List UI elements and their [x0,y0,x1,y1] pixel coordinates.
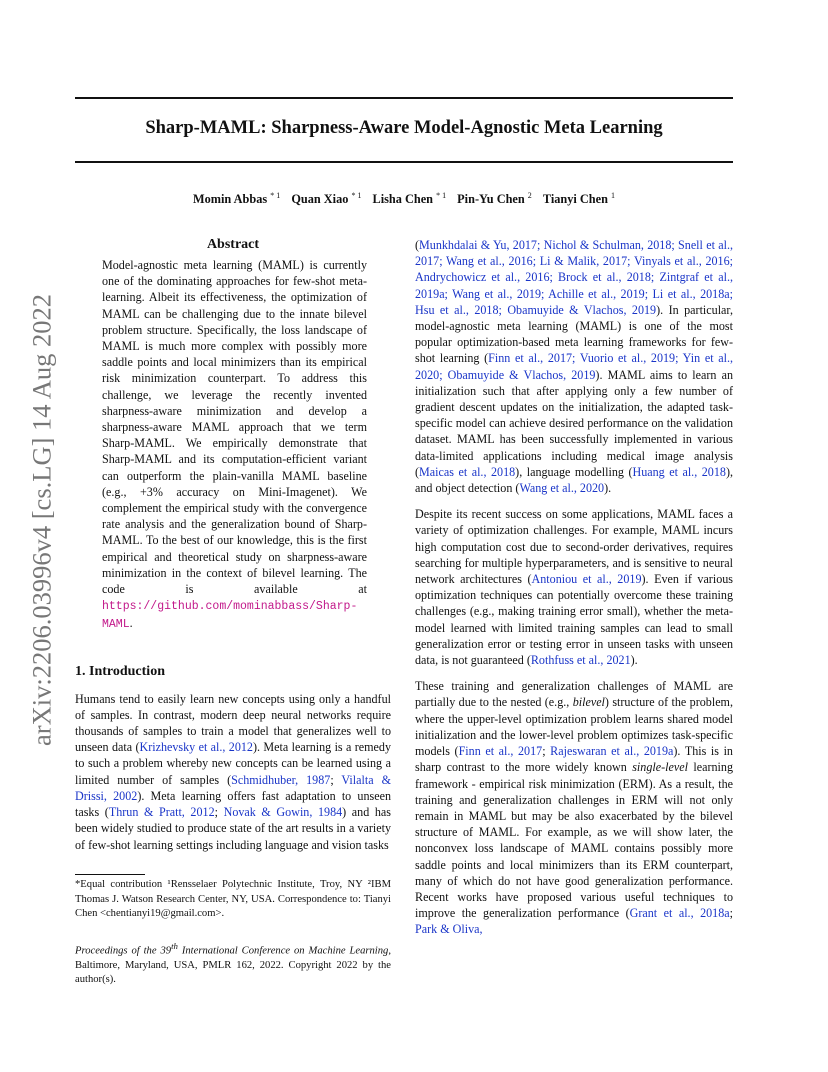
proceedings-note: Proceedings of the 39th International Conference on Machine Learning, Baltimore, Maryland, USA, PMLR 162, 2022. Copyright 2022 by the author(s). [75,940,391,986]
citation-link[interactable]: Wang et al., 2020 [519,481,605,496]
citation-link[interactable]: Munkhdalai & Yu, 2017; Nichol & Schulman, 2018; Snell et al., 2017; Wang et al., 2016; Li & Malik, 2017; Vinyals et al., 2016; Andrychowicz et al., 2016; Brock et al., 2018; Zintgraf et al., 2019a; Wang et al., 2019; Achille et al., 2019; Li et al., 2018a; Hsu et al., 2018; Obamuyide & Vlachos, 2019 [415,238,733,317]
citation-link[interactable]: Vilalta & Drissi, 2002 [75,772,391,803]
title-rule-top [75,97,733,99]
citation-link[interactable]: Maicas et al., 2018 [419,464,516,479]
footnotes [75,874,391,988]
citation-link[interactable]: Park & Oliva, [415,922,483,937]
citation-link[interactable]: Schmidhuber, 1987 [231,772,331,787]
footnote-affiliations: *Equal contribution ¹Rensselaer Polytechnic Institute, Troy, NY ²IBM Thomas J. Watson Research Center, NY, USA. Correspondence to: Tianyi Chen <chentianyi19@gmail.com>. [75,879,391,919]
citation-link[interactable]: Grant et al., 2018a [629,906,730,921]
title-rule-bottom [75,161,733,163]
paper-title: Sharp-MAML: Sharpness-Aware Model-Agnostic Meta Learning [145,118,663,138]
citation-link[interactable]: Rajeswaran et al., 2019a [550,744,674,759]
author: Lisha Chen $^{* 1}$ [372,191,447,207]
body-paragraph: (Munkhdalai & Yu, 2017; Nichol & Schulman, 2018; Snell et al., 2017; Wang et al., 2016; Li & Malik, 2017; Vinyals et al., 2016; Andrychowicz et al., 2016; Brock et al., 2018; Zintgraf et al., 2019a; Wang et al., 2019; Achille et al., 2019; Li et al., 2018a; Hsu et al., 2018; Obamuyide & Vlachos, 2019). In particular, model-agnostic meta learning (MAML) is one of the most popular optimization-based meta learning frameworks for few-shot learning (Finn et al., 2017; Vuorio et al., 2019; Yin et al., 2020; Obamuyide & Vlachos, 2019). MAML aims to learn an initialization such that after applying only a few number of gradient descent updates on the initialization, the adapted task-specific model can achieve desired performance on the validation dataset. MAML has been successfully implemented in various data-limited applications including medical image analysis (Maicas et al., 2018), language modelling (Huang et al., 2018), and object detection (Wang et al., 2020). [415,238,734,496]
author: Quan Xiao $^{* 1}$ [291,191,362,207]
author: Pin-Yu Chen $^2$ [457,191,532,207]
right-column [415,237,733,938]
author-list [75,191,733,207]
section-heading-introduction: 1. Introduction [75,663,165,679]
author: Momin Abbas $^{* 1}$ [193,191,281,207]
footnote-rule [75,874,145,875]
intro-paragraph: Humans tend to easily learn new concepts using only a handful of samples. In contrast, modern deep neural networks require thousands of samples to train a model that generalizes well to unseen data (Krizhevsky et al., 2012). Meta learning is a remedy to such a problem whereby new concepts can be learned using a limited number of samples (Schmidhuber, 1987; Vilalta & Drissi, 2002). Meta learning offers fast adaptation to unseen tasks (Thrun & Pratt, 2012; Novak & Gowin, 1984) and has been widely studied to produce state of the art results in a variety of few-shot learning settings including language and vision tasks [75,691,391,852]
abstract-heading: Abstract [206,237,260,252]
citation-link[interactable]: Finn et al., 2017; Vuorio et al., 2019; Yin et al., 2020; Obamuyide & Vlachos, 2019 [415,351,733,382]
citation-link[interactable]: Novak & Gowin, 1984 [223,805,343,820]
body-paragraph: Despite its recent success on some applications, MAML faces a variety of optimization challenges. For example, MAML incurs high computation cost due to second-order derivatives, requires searching for multiple hyperparameters, and is sensitive to neural network architectures (Antoniou et al., 2019). Even if various optimization techniques can potentially overcome these training challenges (e.g., making training error small), whether the meta-model learned with limited training samples can lead to small generalization error or testing error in unseen tasks with unseen data, is not guaranteed (Rothfuss et al., 2021). [415,507,733,668]
code-link[interactable]: https://github.com/mominabbass/Sharp-MAML [102,600,358,632]
citation-link[interactable]: Rothfuss et al., 2021 [530,653,631,668]
citation-link[interactable]: Thrun & Pratt, 2012 [108,805,215,820]
left-column [75,236,391,853]
citation-link[interactable]: Huang et al., 2018 [632,464,726,479]
body-paragraph: These training and generalization challenges of MAML are partially due to the nested (e.g., bilevel) structure of the problem, where the upper-level optimization problem learns shared model initialization and the lower-level problem optimizes task-specific models (Finn et al., 2017; Rajeswaran et al., 2019a). This is in sharp contrast to the more widely known single-level learning framework - empirical risk minimization (ERM). As a result, the training and generalization challenges in ERM will not only remain in MAML but may be also exacerbated by the bilevel structure of MAML. For example, as we will show later, the nonconvex loss landscape of MAML contains possibly more saddle points and local minimizers than its ERM counterpart, many of which do not have good generalization performance. Recent works have proposed various useful techniques to improve the generalization performance (Grant et al., 2018a; Park & Oliva, [415,679,734,937]
citation-link[interactable]: Finn et al., 2017 [458,744,543,759]
citation-link[interactable]: Krizhevsky et al., 2012 [139,740,253,755]
abstract-body: Model-agnostic meta learning (MAML) is currently one of the dominating approaches for few-shot meta-learning. Albeit its effectiveness, the optimization of MAML can be challenging due to the innate bilevel problem structure. Specifically, the loss landscape of MAML is much more complex with possibly more saddle points and local minimizers than its empirical risk minimization counterpart. To address this challenge, we leverage the recently invented sharpness-aware minimization and develop a sharpness-aware MAML approach that we term Sharp-MAML. We empirically demonstrate that Sharp-MAML and its computation-efficient variant can outperform the plain-vanilla MAML baseline (e.g., +3% accuracy on Mini-Imagenet). We complement the empirical study with the convergence rate analysis and the generalization bound of Sharp-MAML. To the best of our knowledge, this is the first empirical and theoretical study on sharpness-aware minimization in the context of bilevel learning. The code is available at https://github.com/mominabbass/Sharp-MAML. [102,258,367,632]
author: Tianyi Chen $^1$ [542,191,615,207]
citation-link[interactable]: Antoniou et al., 2019 [531,572,642,587]
